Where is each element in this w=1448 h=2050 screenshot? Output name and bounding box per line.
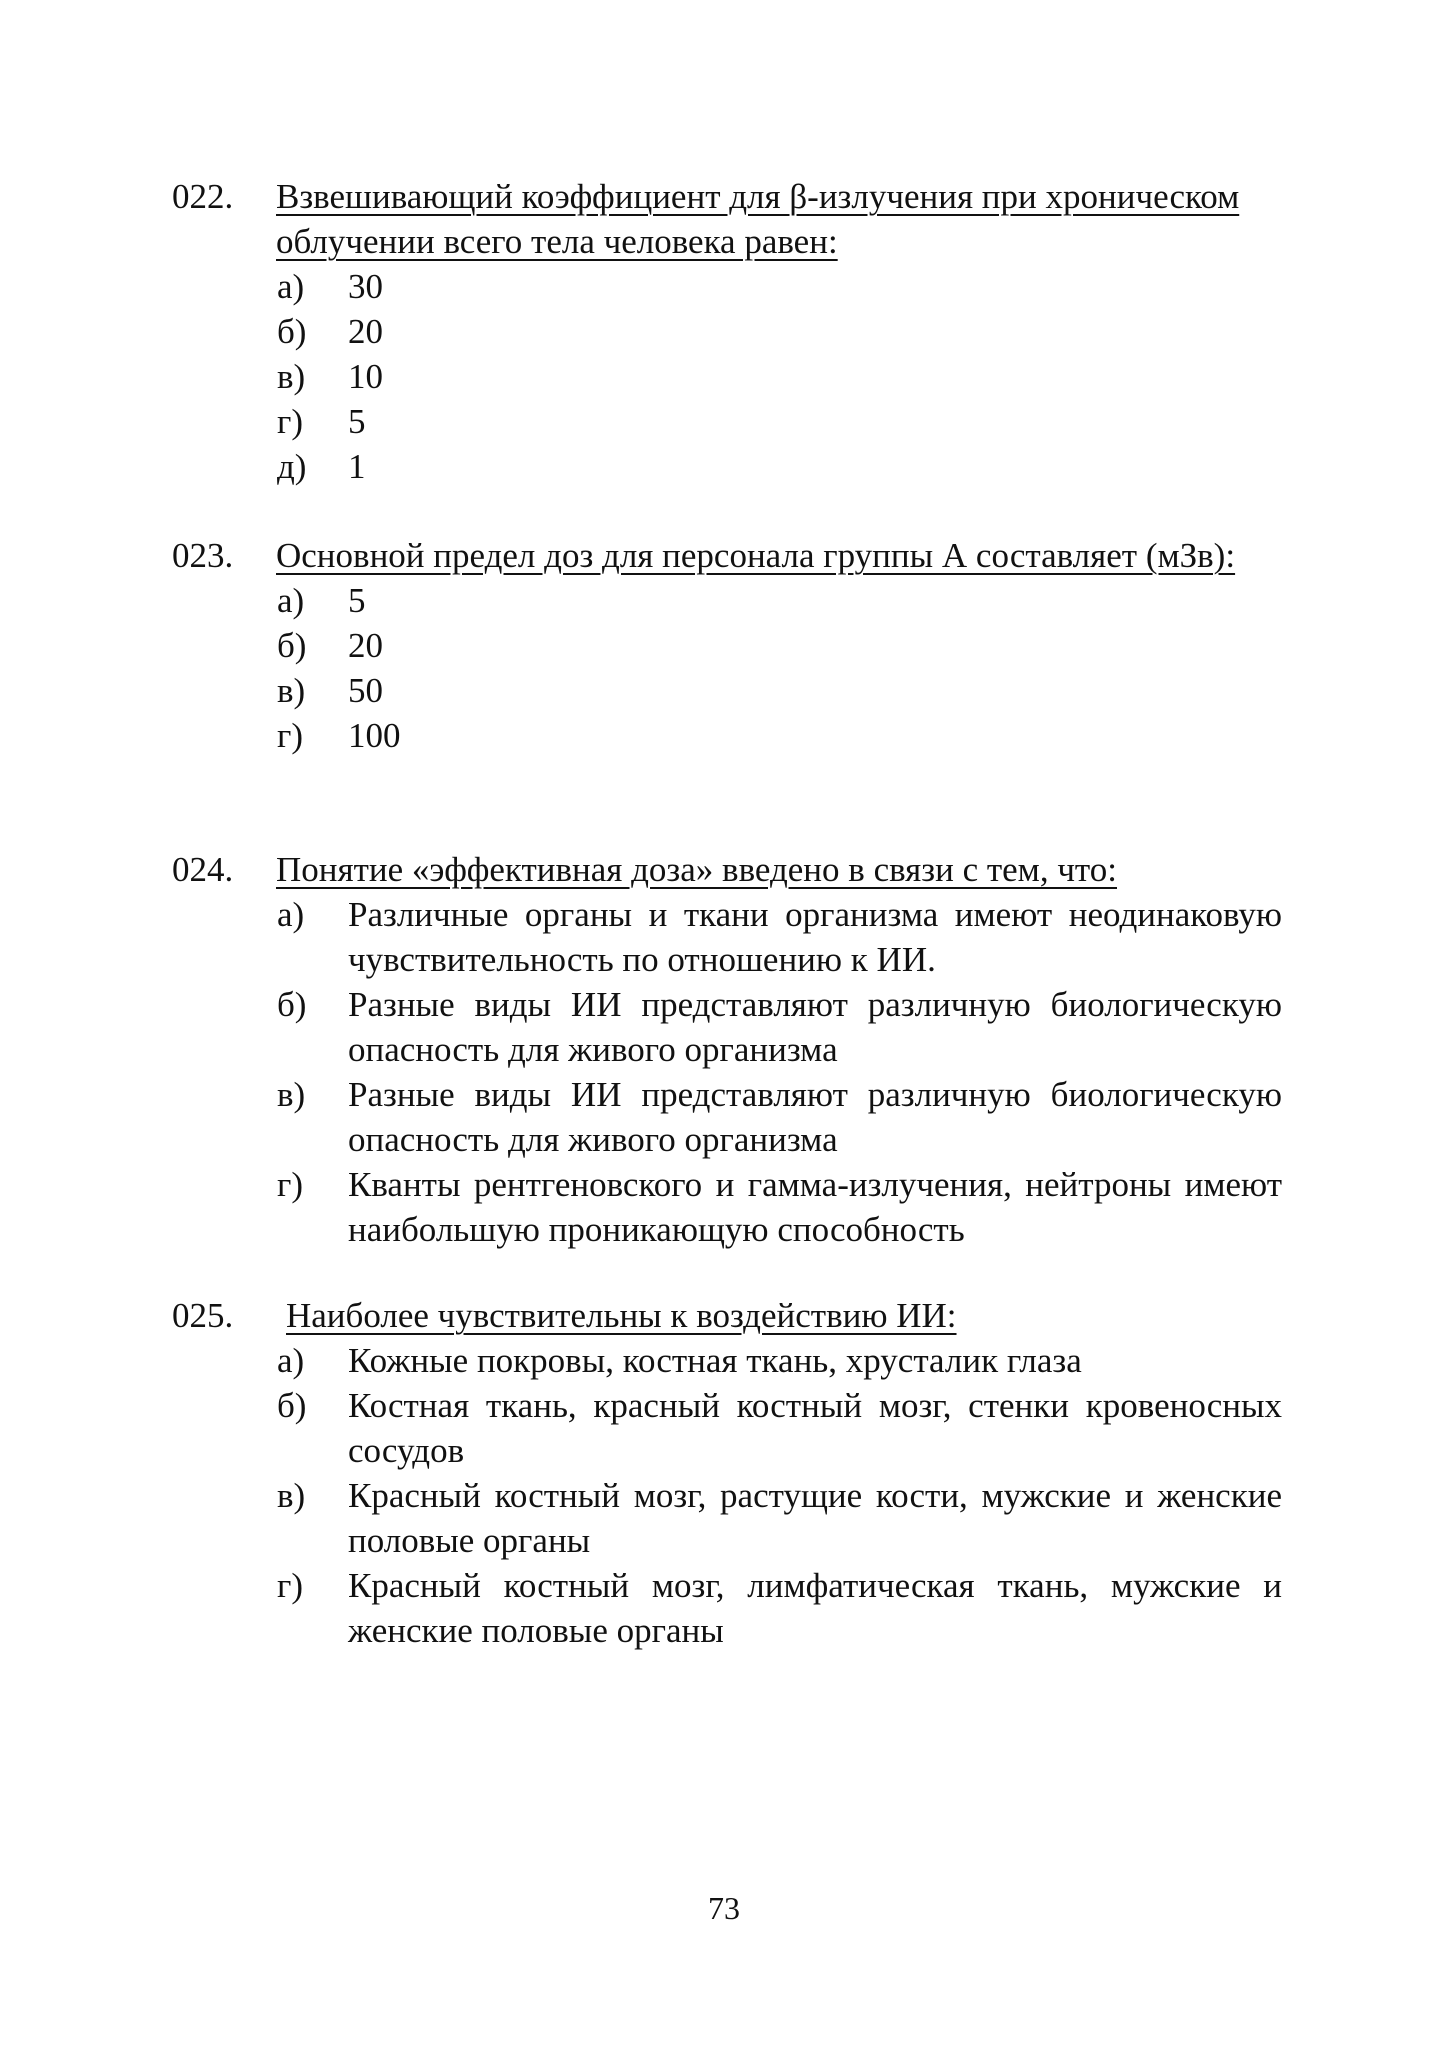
question-number: 025. [172, 1296, 234, 1335]
option-letter: в) [277, 671, 306, 710]
answer-options [172, 264, 1282, 489]
answer-option [172, 399, 1282, 444]
option-letter: в) [277, 1075, 306, 1114]
option-letter: в) [277, 1476, 306, 1515]
option-text: 100 [348, 716, 401, 755]
page-number: 73 [708, 1890, 740, 1926]
option-letter: б) [277, 312, 307, 351]
answer-option [172, 1563, 1282, 1653]
answer-option [172, 578, 1282, 623]
question-number: 023. [172, 536, 234, 575]
question-number: 024. [172, 850, 234, 889]
question-024 [172, 847, 1282, 1252]
option-letter: г) [277, 1165, 304, 1204]
question-header [172, 1293, 1282, 1338]
answer-option [172, 1072, 1282, 1162]
answer-option [172, 982, 1282, 1072]
answer-option [172, 668, 1282, 713]
option-text: 20 [348, 626, 383, 665]
option-letter: а) [277, 267, 305, 306]
answer-options [172, 1338, 1282, 1653]
question-header [172, 174, 1282, 264]
option-text: 1 [348, 447, 366, 486]
question-022 [172, 174, 1282, 489]
answer-option [172, 264, 1282, 309]
option-text: Различные органы и ткани организма имеют неодинаковую чувствительность по отношению к ИИ. [348, 895, 1282, 979]
answer-options [172, 892, 1282, 1252]
option-text: Костная ткань, красный костный мозг, стенки кровеносных сосудов [348, 1386, 1282, 1470]
option-text: 50 [348, 671, 383, 710]
option-letter: б) [277, 985, 307, 1024]
question-header [172, 533, 1282, 578]
option-letter: г) [277, 402, 304, 441]
option-letter: а) [277, 895, 305, 934]
option-letter: б) [277, 626, 307, 665]
option-text: 10 [348, 357, 383, 396]
option-text: 5 [348, 402, 366, 441]
option-text: Разные виды ИИ представляют различную биологическую опасность для живого организма [348, 985, 1282, 1069]
option-letter: в) [277, 357, 306, 396]
option-text: Разные виды ИИ представляют различную биологическую опасность для живого организма [348, 1075, 1282, 1159]
answer-option [172, 623, 1282, 668]
question-text: Основной предел доз для персонала группы А составляет (мЗв): [276, 536, 1236, 575]
answer-option [172, 1162, 1282, 1252]
answer-option [172, 354, 1282, 399]
option-text: 5 [348, 581, 366, 620]
option-letter: б) [277, 1386, 307, 1425]
option-letter: г) [277, 716, 304, 755]
option-text: 20 [348, 312, 383, 351]
option-text: 30 [348, 267, 383, 306]
answer-options [172, 578, 1282, 758]
question-text: Понятие «эффективная доза» введено в связи с тем, что: [276, 850, 1117, 889]
question-header [172, 847, 1282, 892]
question-023 [172, 533, 1282, 758]
question-025 [172, 1293, 1282, 1653]
answer-option [172, 892, 1282, 982]
option-text: Кванты рентгеновского и гамма-излучения, нейтроны имеют наибольшую проникающую способность [348, 1165, 1282, 1249]
answer-option [172, 713, 1282, 758]
question-number: 022. [172, 177, 234, 216]
question-text: Взвешивающий коэффициент для β-излучения при хроническом облучении всего тела человека равен: [276, 177, 1240, 261]
answer-option [172, 309, 1282, 354]
option-letter: а) [277, 581, 305, 620]
answer-option [172, 1338, 1282, 1383]
option-letter: а) [277, 1341, 305, 1380]
option-text: Красный костный мозг, лимфатическая ткань, мужские и женские половые органы [348, 1566, 1282, 1650]
option-letter: г) [277, 1566, 304, 1605]
option-letter: д) [277, 447, 307, 486]
option-text: Кожные покровы, костная ткань, хрусталик глаза [348, 1341, 1082, 1380]
option-text: Красный костный мозг, растущие кости, мужские и женские половые органы [348, 1476, 1282, 1560]
question-text: Наиболее чувствительны к воздействию ИИ: [286, 1296, 957, 1335]
answer-option [172, 444, 1282, 489]
answer-option [172, 1473, 1282, 1563]
answer-option [172, 1383, 1282, 1473]
